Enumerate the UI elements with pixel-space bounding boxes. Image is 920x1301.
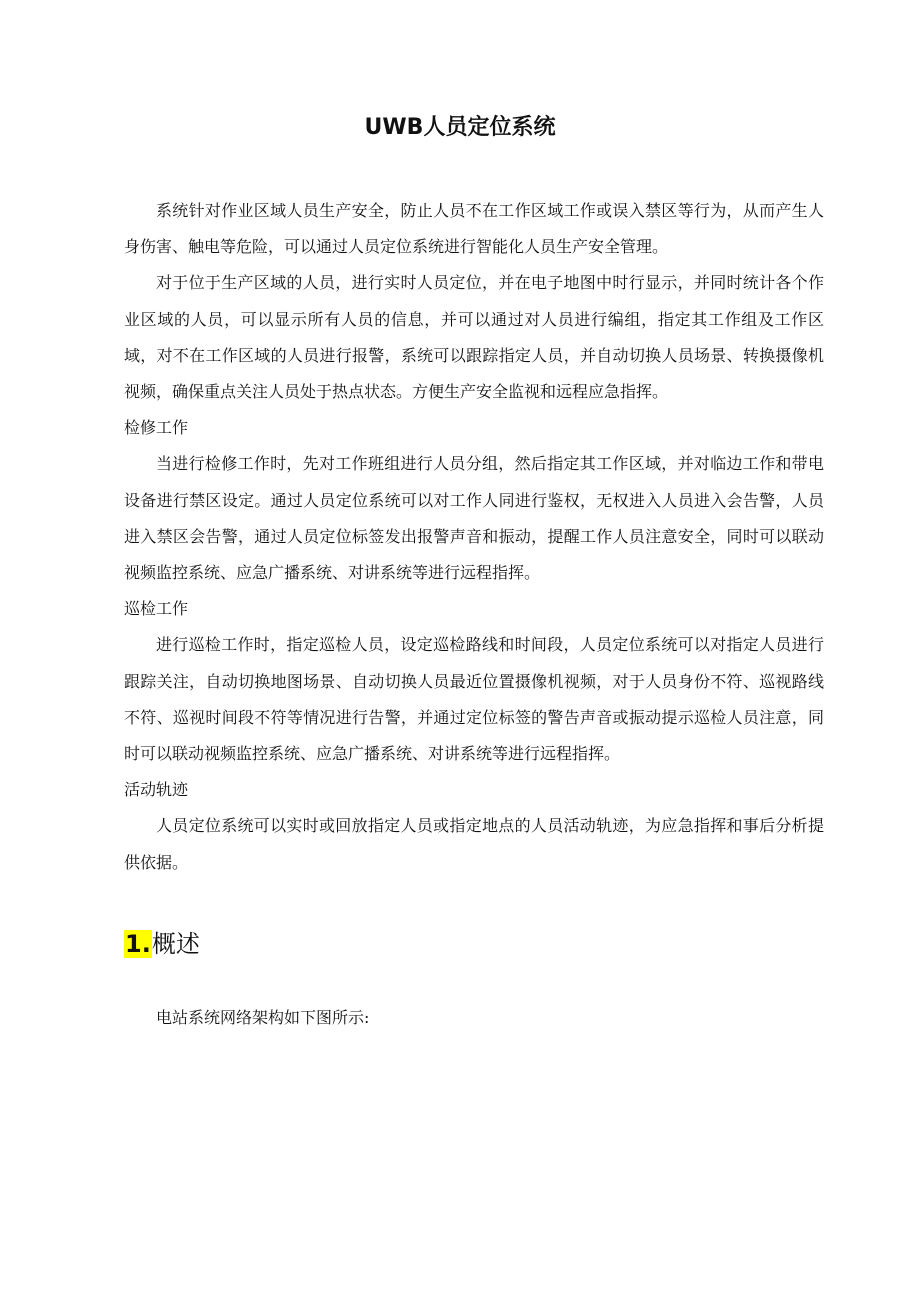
section-1-paragraph: 电站系统网络架构如下图所示:	[156, 1008, 370, 1027]
intro-paragraph-2: 对于位于生产区域的人员，进行实时人员定位，并在电子地图中时行显示，并同时统计各个作业区域的人员，可以显示所有人员的信息，并可以通过对人员进行编组，指定其工作组及工作区域，对不在工作区域的人员进行报警，系统可以跟踪指定人员，并自动切换人员场景、转换摄像机视频，确保重点关注人员处于热点状态。方便生产安全监视和远程应急指挥。	[124, 273, 824, 402]
document-title: UWB人员定位系统	[364, 115, 556, 140]
document-body	[124, 193, 824, 881]
maintenance-paragraph: 当进行检修工作时，先对工作班组进行人员分组，然后指定其工作区域，并对临边工作和带电设备进行禁区设定。通过人员定位系统可以对工作人同进行鉴权，无权进入人员进入会告警，人员进入禁区会告警，通过人员定位标签发出报警声音和振动，提醒工作人员注意安全，同时可以联动视频监控系统、应急广播系统、对讲系统等进行远程指挥。	[124, 454, 824, 583]
maintenance-heading: 检修工作	[124, 418, 189, 438]
section-1-number: 1.	[125, 930, 151, 958]
trajectory-paragraph: 人员定位系统可以实时或回放指定人员或指定地点的人员活动轨迹，为应急指挥和事后分析提供依据。	[124, 816, 824, 872]
intro-paragraph-1: 系统针对作业区域人员生产安全，防止人员不在工作区域工作或误入禁区等行为，从而产生人身伤害、触电等危险，可以通过人员定位系统进行智能化人员生产安全管理。	[124, 201, 824, 257]
patrol-heading: 巡检工作	[124, 599, 189, 619]
patrol-paragraph: 进行巡检工作时，指定巡检人员，设定巡检路线和时间段，人员定位系统可以对指定人员进行跟踪关注，自动切换地图场景、自动切换人员最近位置摄像机视频，对于人员身份不符、巡视路线不符、巡视时间段不符等情况进行告警，并通过定位标签的警告声音或振动提示巡检人员注意，同时可以联动视频监控系统、应急广播系统、对讲系统等进行远程指挥。	[124, 635, 824, 764]
section-1-heading	[124, 926, 200, 962]
trajectory-heading: 活动轨迹	[124, 780, 189, 800]
section-1-title: 概述	[151, 930, 200, 958]
